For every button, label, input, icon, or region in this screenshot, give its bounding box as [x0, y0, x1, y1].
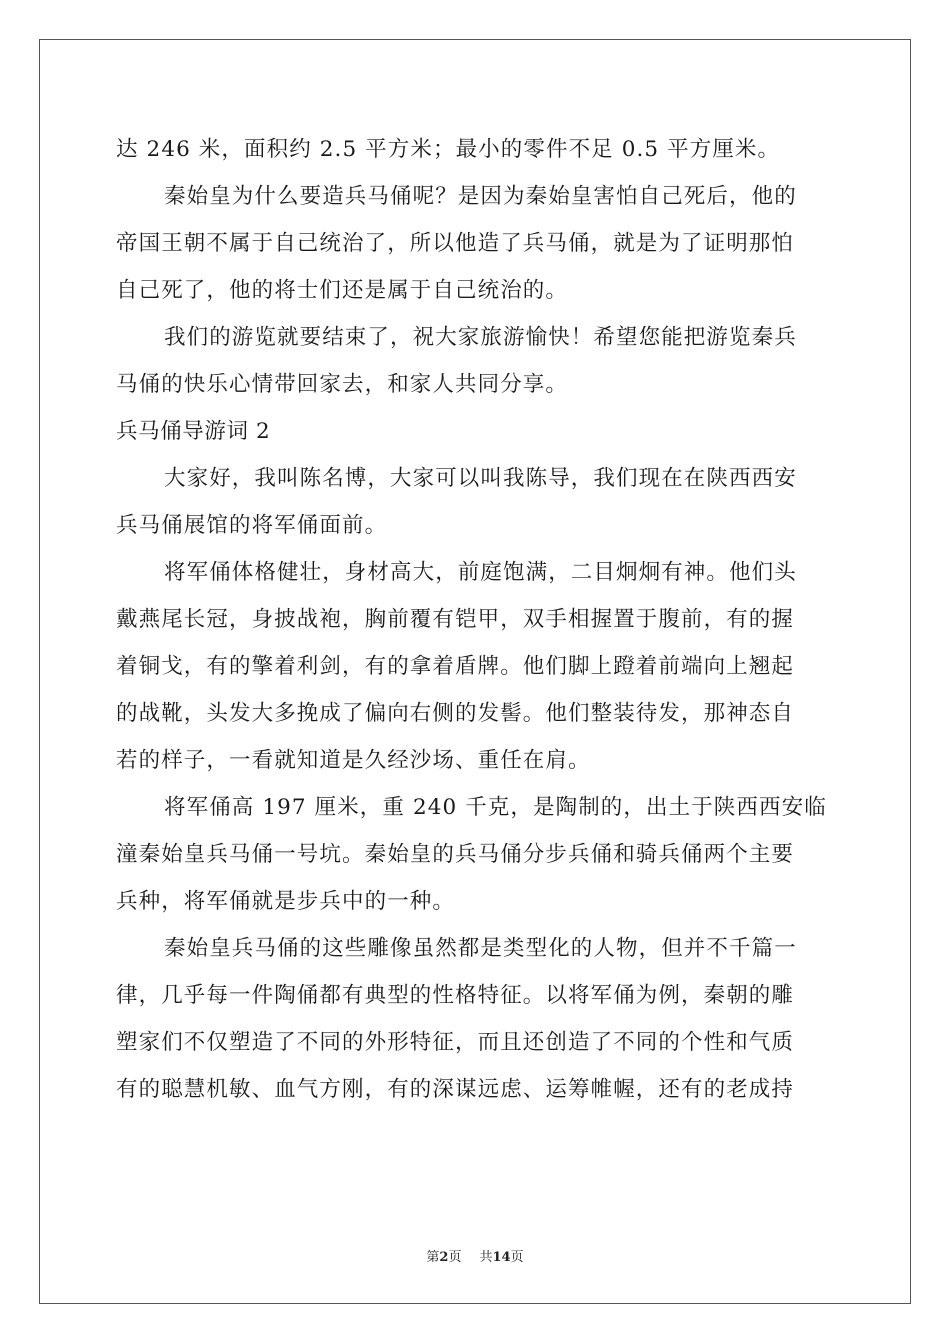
page-number-prefix: 第 — [426, 1250, 440, 1265]
paragraph-line: 秦始皇兵马俑的这些雕像虽然都是类型化的人物，但并不千篇一 — [164, 936, 797, 961]
paragraph-line: 若的样子，一看就知道是久经沙场、重任在肩。 — [116, 748, 591, 773]
paragraph-line: 将军俑体格健壮，身材高大，前庭饱满，二目炯炯有神。他们头 — [164, 560, 797, 585]
page-number-suffix: 页 — [448, 1250, 462, 1265]
paragraph-line: 有的聪慧机敏、血气方刚，有的深谋远虑、运筹帷幄，还有的老成持 — [116, 1077, 795, 1102]
paragraph-line: 秦始皇为什么要造兵马俑呢？是因为秦始皇害怕自己死后，他的 — [164, 184, 797, 209]
current-page-number: 2 — [439, 1250, 449, 1265]
paragraph-line: 我们的游览就要结束了，祝大家旅游愉快！希望您能把游览秦兵 — [164, 325, 797, 350]
paragraph — [116, 455, 836, 549]
total-pages-prefix: 共 — [479, 1250, 493, 1265]
paragraph-line: 兵马俑展馆的将军俑面前。 — [116, 513, 388, 538]
heading-text: 兵马俑导游词 2 — [116, 419, 271, 444]
paragraph — [116, 549, 836, 784]
paragraph — [116, 173, 836, 314]
paragraph-line: 潼秦始皇兵马俑一号坑。秦始皇的兵马俑分步兵俑和骑兵俑两个主要 — [116, 842, 795, 867]
total-page-count: 14 — [492, 1250, 511, 1265]
paragraph-line: 大家好，我叫陈名博，大家可以叫我陈导，我们现在在陕西西安 — [164, 466, 797, 491]
paragraph-line: 将军俑高 197 厘米，重 240 千克，是陶制的，出土于陕西西安临 — [164, 795, 827, 820]
paragraph — [116, 784, 836, 925]
page-footer — [0, 1246, 950, 1265]
total-pages-suffix: 页 — [510, 1250, 524, 1265]
paragraph-line: 自己死了，他的将士们还是属于自己统治的。 — [116, 278, 569, 303]
paragraph-line: 达 246 米，面积约 2.5 平方米；最小的零件不足 0.5 平方厘米。 — [116, 137, 781, 162]
paragraph-line: 律，几乎每一件陶俑都有典型的性格特征。以将军俑为例，秦朝的雕 — [116, 983, 795, 1008]
paragraph — [116, 925, 836, 1113]
paragraph-line: 帝国王朝不属于自己统治了，所以他造了兵马俑，就是为了证明那怕 — [116, 231, 795, 256]
document-body — [116, 126, 836, 1113]
paragraph-line: 戴燕尾长冠，身披战袍，胸前覆有铠甲，双手相握置于腹前，有的握 — [116, 607, 795, 632]
paragraph-line: 的战靴，头发大多挽成了偏向右侧的发髻。他们整装待发，那神态自 — [116, 701, 795, 726]
paragraph-line: 兵种，将军俑就是步兵中的一种。 — [116, 889, 456, 914]
paragraph-line: 塑家们不仅塑造了不同的外形特征，而且还创造了不同的个性和气质 — [116, 1030, 795, 1055]
paragraph-line: 马俑的快乐心情带回家去，和家人共同分享。 — [116, 372, 569, 397]
paragraph — [116, 126, 836, 173]
section-heading — [116, 408, 836, 455]
paragraph — [116, 314, 836, 408]
paragraph-line: 着铜戈，有的擎着利剑，有的拿着盾牌。他们脚上蹬着前端向上翘起 — [116, 654, 795, 679]
